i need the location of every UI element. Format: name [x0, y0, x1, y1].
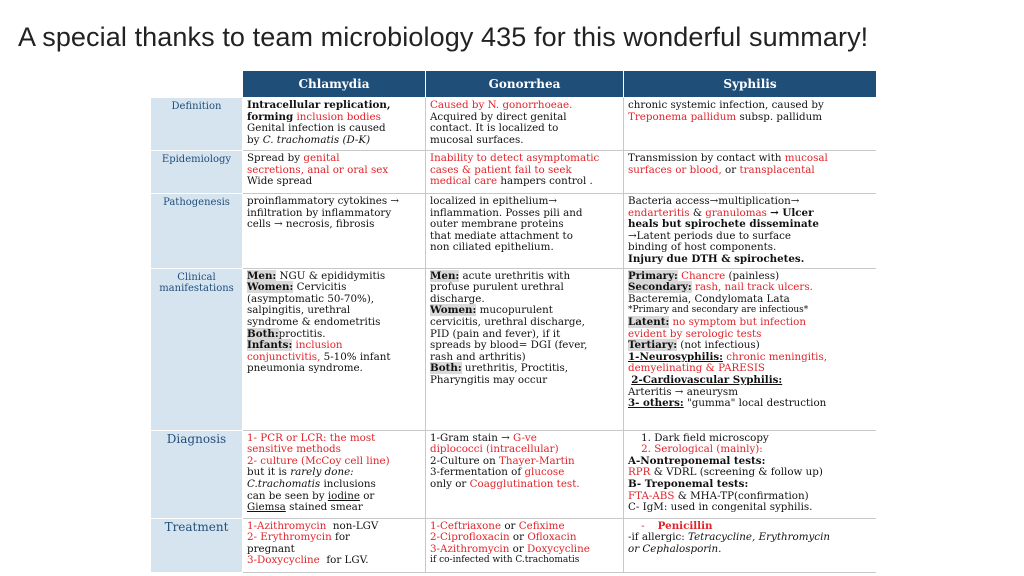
summary-table — [150, 70, 876, 576]
header-chlamydia: Chlamydia — [243, 71, 426, 98]
row-definition — [151, 98, 877, 151]
cell-gonorrhea-pathogenesis: localized in epithelium→ inflammation. Posses pili and outer membrane proteins that mediate attachment to non ciliated epithelium. — [426, 194, 624, 269]
cell-chlamydia-treatment: 1-Azithromycin non-LGV 2- Erythromycin for pregnant 3-Doxycycline for LGV. — [243, 518, 426, 572]
label-pathogenesis: Pathogenesis — [151, 194, 243, 269]
corner-cell — [151, 71, 243, 98]
cell-gonorrhea-definition: Caused by N. gonorrhoeae. Acquired by direct genital contact. It is localized to mucosal surfaces. — [426, 98, 624, 151]
slide-title: A special thanks to team microbiology 435 for this wonderful summary! — [18, 22, 869, 52]
row-diagnosis — [151, 430, 877, 518]
cell-syphilis-diagnosis: 1. Dark field microscopy 2. Serological (mainly): A-Nontreponemal tests: RPR & VDRL (screening & follow up) B- Treponemal tests: FTA-ABS & MHA-TP(confirmation) C- IgM: used in congenital syphilis. — [624, 430, 877, 518]
header-syphilis: Syphilis — [624, 71, 877, 98]
cell-chlamydia-definition: Intracellular replication, forming inclusion bodies Genital infection is caused by C. trachomatis (D-K) — [243, 98, 426, 151]
cell-chlamydia-epidemiology: Spread by genital secretions, anal or oral sex Wide spread — [243, 151, 426, 194]
header-gonorrhea: Gonorrhea — [426, 71, 624, 98]
cell-gonorrhea-diagnosis: 1-Gram stain → G-ve diplococci (intracellular) 2-Culture on Thayer-Martin 3-fermentation of glucose only or Coagglutination test. — [426, 430, 624, 518]
cell-syphilis-pathogenesis: Bacteria access→multiplication→ endarteritis & granulomas → Ulcer heals but spirochete disseminate →Latent periods due to surface binding of host components. Injury due DTH & spirochetes. — [624, 194, 877, 269]
label-definition: Definition — [151, 98, 243, 151]
row-epidemiology — [151, 151, 877, 194]
cell-chlamydia-pathogenesis: proinflammatory cytokines → infiltration by inflammatory cells → necrosis, fibrosis — [243, 194, 426, 269]
row-treatment — [151, 518, 877, 572]
cell-syphilis-epidemiology: Transmission by contact with mucosal surfaces or blood, or transplacental — [624, 151, 877, 194]
label-diagnosis: Diagnosis — [151, 430, 243, 518]
header-row — [151, 71, 877, 98]
cell-gonorrhea-clinical: Men: acute urethritis with profuse purulent urethral discharge. Women: mucopurulent cervicitis, urethral discharge, PID (pain and fever), if it spreads by blood= DGI (fever, rash and arthritis) Both: urethritis, Proctitis, Pharyngitis may occur — [426, 268, 624, 430]
row-pathogenesis — [151, 194, 877, 269]
label-epidemiology: Epidemiology — [151, 151, 243, 194]
cell-gonorrhea-treatment: 1-Ceftriaxone or Cefixime 2-Ciprofloxacin or Ofloxacin 3-Azithromycin or Doxycycline if co-infected with C.trachomatis — [426, 518, 624, 572]
cell-chlamydia-clinical: Men: NGU & epididymitis Women: Cervicitis (asymptomatic 50-70%), salpingitis, urethral syndrome & endometritis Both:proctitis. Infants: inclusion conjunctivitis, 5-10% infant pneumonia syndrome. — [243, 268, 426, 430]
cell-gonorrhea-epidemiology: Inability to detect asymptomatic cases & patient fail to seek medical care hampers control . — [426, 151, 624, 194]
cell-syphilis-treatment: - Penicillin -if allergic: Tetracycline, Erythromycin or Cephalosporin. — [624, 518, 877, 572]
cell-syphilis-clinical: Primary: Chancre (painless) Secondary: rash, nail track ulcers. Bacteremia, Condylomata Lata *Primary and secondary are infectious* Latent: no symptom but infection evident by serologic tests Tertiary: (not infectious) 1-Neurosyphilis: chronic meningitis, demyelinating & PARESIS 2-Cardiovascular Syphilis: Arteritis → aneurysm 3- others: "gumma" local destruction — [624, 268, 877, 430]
cell-syphilis-definition: chronic systemic infection, caused by Treponema pallidum subsp. pallidum — [624, 98, 877, 151]
row-clinical — [151, 268, 877, 430]
label-treatment: Treatment — [151, 518, 243, 572]
label-clinical: Clinical manifestations — [151, 268, 243, 430]
cell-chlamydia-diagnosis: 1- PCR or LCR: the most sensitive methods 2- culture (McCoy cell line) but it is rarely done: C.trachomatis inclusions can be seen by iodine or Giemsa stained smear — [243, 430, 426, 518]
